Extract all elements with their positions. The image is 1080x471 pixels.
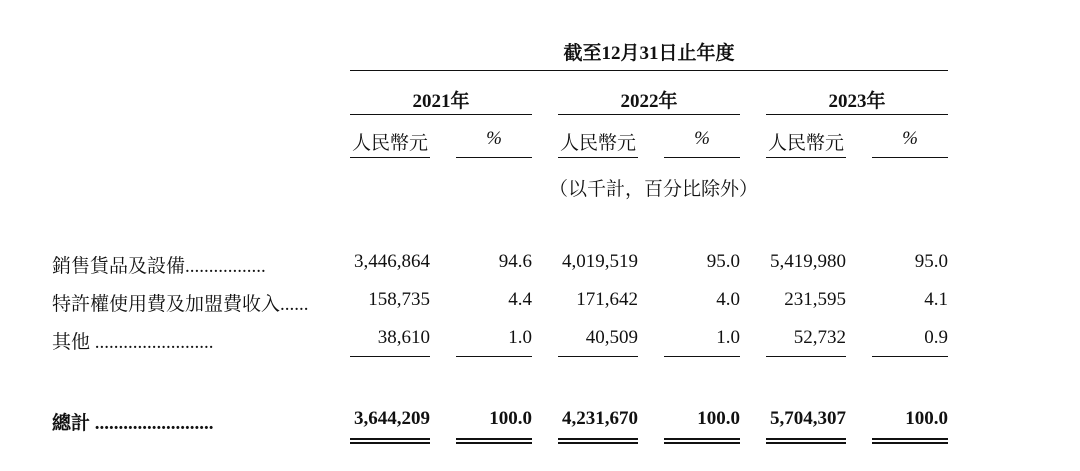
subtotal-rule-2022-amount: [558, 356, 638, 357]
row-royalty-2021-amount: 158,735: [368, 289, 430, 310]
total-2023-pct: 100.0: [905, 408, 948, 429]
row-royalty-2023-amount: 231,595: [784, 289, 846, 310]
row-sales-2023-pct: 95.0: [914, 251, 948, 272]
total-2021-amount: 3,644,209: [354, 408, 430, 429]
total-double-rule-2023-amount: [766, 438, 846, 444]
row-royalty-2022-amount: 171,642: [576, 289, 638, 310]
row-other-2023-pct: 0.9: [924, 327, 948, 348]
row-other-2021-pct: 1.0: [508, 327, 532, 348]
percent-label-2021: %: [486, 128, 502, 149]
total-2023-amount: 5,704,307: [770, 408, 846, 429]
total-double-rule-2021-amount: [350, 438, 430, 444]
currency-rule-2022: [558, 157, 638, 158]
subtotal-rule-2023-amount: [766, 356, 846, 357]
currency-label-2022: 人民幣元: [560, 133, 637, 154]
row-royalty-2022-pct: 4.0: [716, 289, 740, 310]
row-label-royalty: 特許權使用費及加盟費收入......: [52, 294, 309, 315]
currency-rule-2021: [350, 157, 430, 158]
year-2023-header: 2023年: [828, 91, 886, 112]
row-other-2022-amount: 40,509: [585, 327, 638, 348]
total-2022-pct: 100.0: [697, 408, 740, 429]
year-2021-rule: [350, 114, 532, 115]
row-sales-2022-pct: 95.0: [706, 251, 740, 272]
subtotal-rule-2022-pct: [664, 356, 740, 357]
row-sales-2023-amount: 5,419,980: [770, 251, 846, 272]
total-double-rule-2023-pct: [872, 438, 948, 444]
currency-label-2021: 人民幣元: [352, 133, 429, 154]
unit-note: （以千計，百分比除外）: [549, 179, 759, 200]
percent-label-2022: %: [694, 128, 710, 149]
year-2023-rule: [766, 114, 948, 115]
total-double-rule-2022-amount: [558, 438, 638, 444]
row-sales-2021-pct: 94.6: [498, 251, 532, 272]
row-other-2022-pct: 1.0: [716, 327, 740, 348]
total-2022-amount: 4,231,670: [562, 408, 638, 429]
currency-label-2023: 人民幣元: [768, 133, 845, 154]
row-other-2023-amount: 52,732: [793, 327, 846, 348]
total-2021-pct: 100.0: [489, 408, 532, 429]
year-2022-rule: [558, 114, 740, 115]
currency-rule-2023: [766, 157, 846, 158]
total-double-rule-2021-pct: [456, 438, 532, 444]
percent-label-2023: %: [902, 128, 918, 149]
total-label: 總計 .........................: [52, 413, 214, 434]
period-rule: [350, 70, 948, 71]
year-2022-header: 2022年: [620, 91, 678, 112]
row-sales-2022-amount: 4,019,519: [562, 251, 638, 272]
period-header: 截至12月31日止年度: [563, 43, 735, 64]
subtotal-rule-2021-amount: [350, 356, 430, 357]
subtotal-rule-2023-pct: [872, 356, 948, 357]
percent-rule-2021: [456, 157, 532, 158]
percent-rule-2023: [872, 157, 948, 158]
row-other-2021-amount: 38,610: [377, 327, 430, 348]
row-label-sales: 銷售貨品及設備.................: [52, 256, 266, 277]
row-royalty-2021-pct: 4.4: [508, 289, 532, 310]
year-2021-header: 2021年: [412, 91, 470, 112]
total-double-rule-2022-pct: [664, 438, 740, 444]
row-sales-2021-amount: 3,446,864: [354, 251, 430, 272]
percent-rule-2022: [664, 157, 740, 158]
subtotal-rule-2021-pct: [456, 356, 532, 357]
row-label-other: 其他 .........................: [52, 332, 214, 353]
row-royalty-2023-pct: 4.1: [924, 289, 948, 310]
